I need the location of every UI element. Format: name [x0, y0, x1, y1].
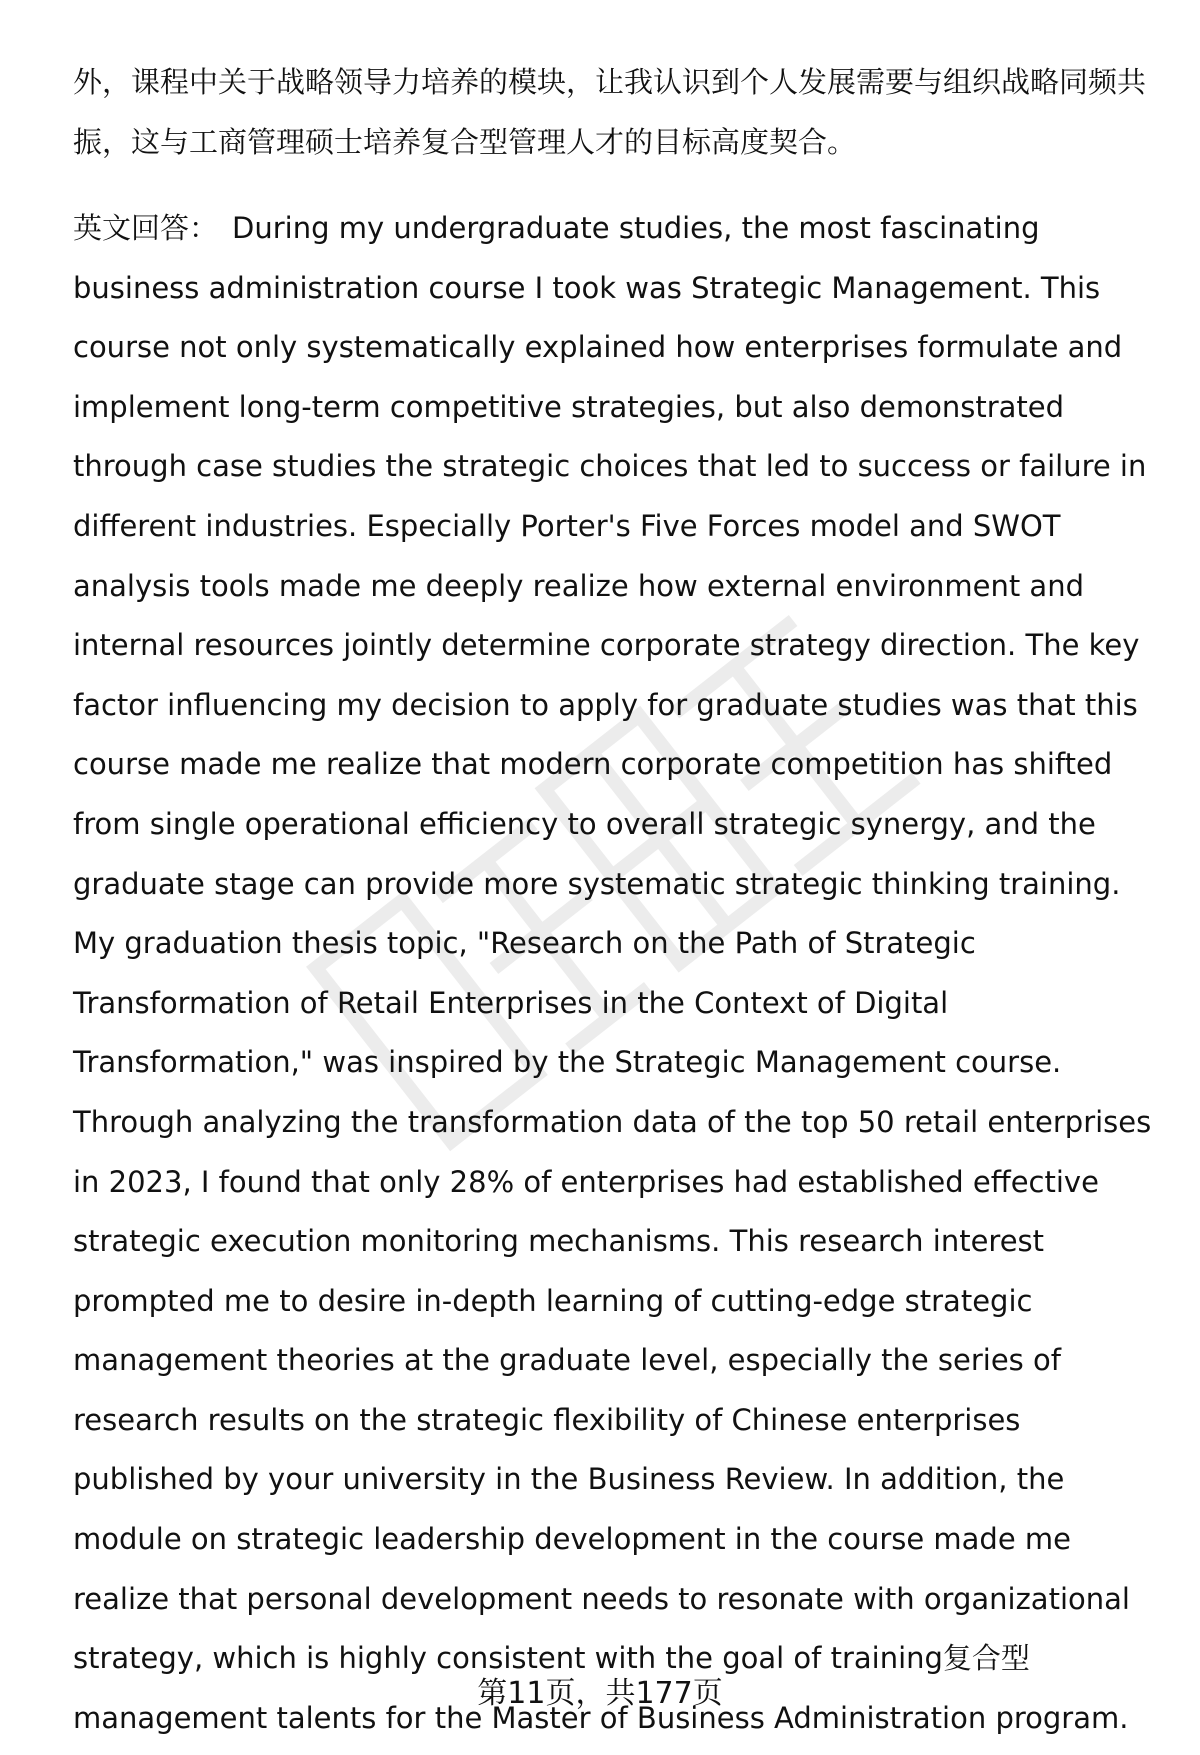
- page-number-footer: 第11页，共177页: [477, 1676, 723, 1711]
- intro-paragraph-cn: 外，课程中关于战略领导力培养的模块，让我认识到个人发展需要与组织战略同频共振，这与工商管理硕士培养复合型管理人才的目标高度契合。: [73, 65, 1147, 159]
- answer-label: 英文回答：: [73, 211, 219, 245]
- answer-body-text: During my undergraduate studies, the most fascinating business administration course I took was Strategic Management. This course not only systematically explained how enterprises formulate and implement long-term competitive strategies, but also demonstrated through case studies the strategic choices that led to success or failure in different industries. Especially Porter's Five Forces model and SWOT analysis tools made me deeply realize how external environment and internal resources jointly determine corporate strategy direction. The key factor influencing my decision to apply for graduate studies was that this course made me realize that modern corporate competition has shifted from single operational efficiency to overall strategic synergy, and the graduate stage can provide more systematic strategic thinking training. My graduation thesis topic, "Research on the Path of Strategic Transformation of Retail Enterprises in the Context of Digital Transformation," was inspired by the Strategic Management course. Through analyzing the transformation data of the top 50 retail enterprises in 2023, I found that only 28% of enterprises had established effective strategic execution monitoring mechanisms. This research interest prompted me to desire in-depth learning of cutting-edge strategic management theories at the graduate level, especially the series of research results on the strategic flexibility of Chinese enterprises published by your university in the Business Review. In addition, the module on strategic leadership development in the course made me realize that personal development needs to resonate with organizational strategy, which is highly consistent with the goal of training复合型 management talents for the Master of Business Administration program.: [73, 211, 1152, 1735]
- english-answer-paragraph: [73, 199, 1163, 1748]
